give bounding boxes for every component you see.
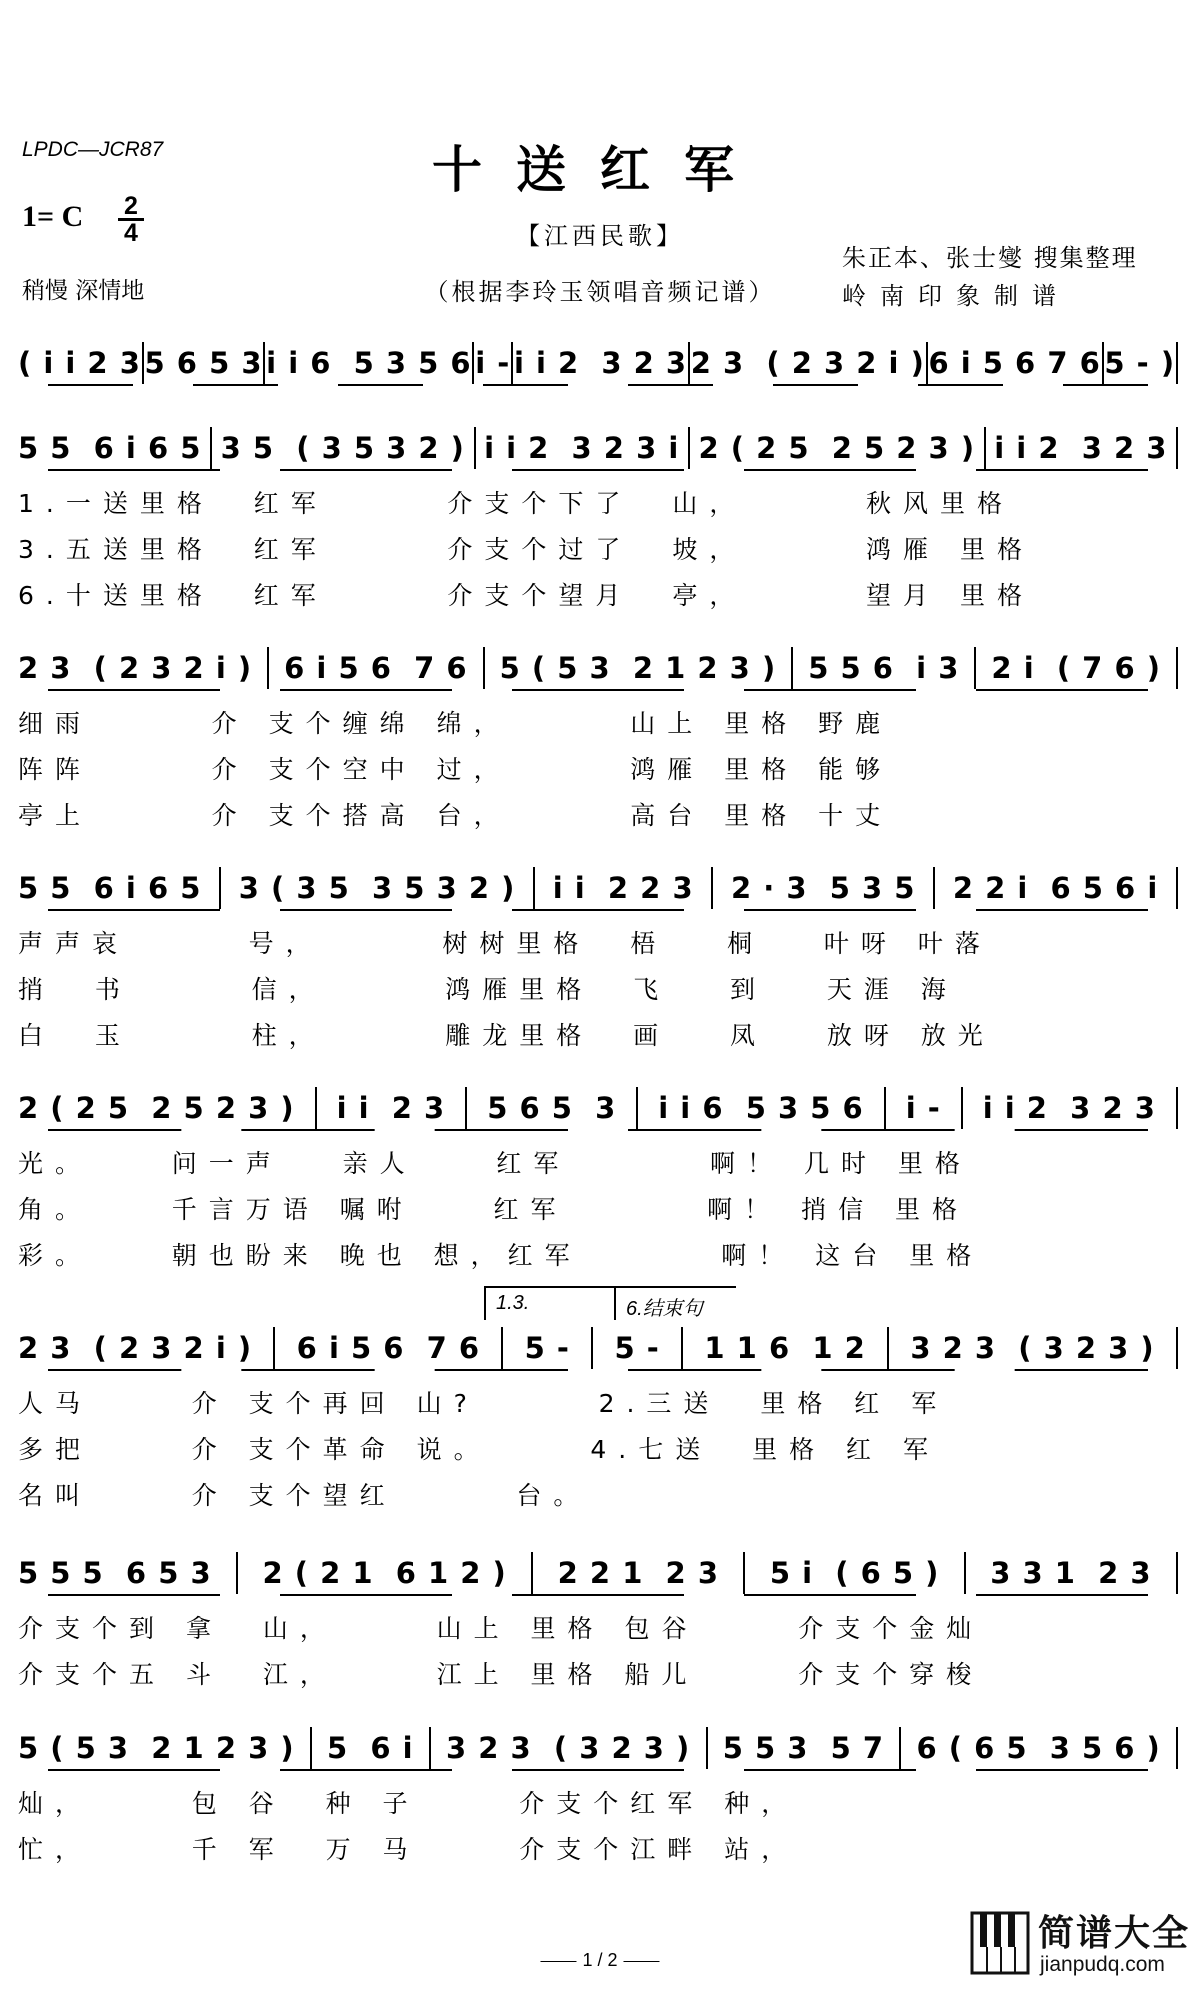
notation-row xyxy=(18,335,1178,395)
barline xyxy=(219,867,221,909)
barline xyxy=(706,1727,708,1769)
barline xyxy=(711,867,713,909)
lyric-line: 角。 千言万语 嘱咐 红军 啊！ 捎信 里格 xyxy=(18,1195,970,1224)
lyric-line: 人马 介 支个再回 山? 2.三送 里格 红 军 xyxy=(18,1389,949,1418)
barline xyxy=(964,1552,966,1594)
notation-row xyxy=(18,1320,1178,1380)
barline xyxy=(429,1727,431,1769)
piano-logo-icon xyxy=(970,1907,1032,1977)
barline xyxy=(472,342,474,384)
lyric-line: 多把 介 支个革命 说。 4.七送 里格 红 军 xyxy=(18,1435,941,1464)
measure: 2 ( 2 1 6 1 2 ) xyxy=(262,1556,507,1590)
measure: 6 i 5 6 7 6 xyxy=(284,651,468,685)
barline xyxy=(743,1552,745,1594)
beam-lines xyxy=(18,688,1178,694)
barline xyxy=(273,1327,275,1369)
lyric-line: 彩。 朝也盼来 晚也 想，红军 啊！ 这台 里格 xyxy=(18,1241,984,1270)
barline xyxy=(483,647,485,689)
measure: 5 - xyxy=(614,1331,660,1365)
barline xyxy=(1176,1087,1178,1129)
measure: 5 - xyxy=(524,1331,570,1365)
notation-row xyxy=(18,860,1178,920)
measure: i i 2 3 2 3 xyxy=(994,431,1168,465)
barline xyxy=(315,1087,317,1129)
lyric-line: 光。 问一声 亲人 红军 啊！ 几时 里格 xyxy=(18,1149,972,1178)
barline xyxy=(591,1327,593,1369)
collectors-credit: 朱正本、张士燮 搜集整理 xyxy=(842,244,1138,272)
barline xyxy=(236,1552,238,1594)
measure: 3 2 3 ( 3 2 3 ) xyxy=(445,1731,691,1765)
score-code: LPDC—JCR87 xyxy=(22,138,164,161)
barline xyxy=(474,427,476,469)
tempo-marking: 稍慢 深情地 xyxy=(22,278,145,304)
lyric-line: 细雨 介 支个缠绵 绵， 山上 里格 野鹿 xyxy=(18,709,893,738)
measure: i i 2 3 xyxy=(336,1091,446,1125)
barline xyxy=(1176,1327,1178,1369)
measure: i i 6 5 3 5 6 xyxy=(658,1091,864,1125)
measure: i i 2 3 2 3 xyxy=(982,1091,1156,1125)
barline xyxy=(142,342,144,384)
barline xyxy=(1102,342,1104,384)
notation-row xyxy=(18,420,1178,480)
engraver-credit: 岭南印象制谱 xyxy=(842,282,1070,310)
barline xyxy=(1176,1552,1178,1594)
song-title: 十送红军 xyxy=(432,140,768,199)
key-signature: 1= C xyxy=(22,200,84,233)
measure: 5 5 5 6 5 3 xyxy=(18,1556,212,1590)
measure: 5 5 6 i 3 xyxy=(808,651,960,685)
measure: 2 i ( 7 6 ) xyxy=(991,651,1161,685)
lyric-line: 忙， 千 军 万 马 介支个江畔 站， xyxy=(18,1835,799,1864)
measure: i i 2 2 3 xyxy=(552,871,694,905)
lyric-line: 名叫 介 支个望红 台。 xyxy=(18,1481,591,1510)
barline xyxy=(465,1087,467,1129)
barline xyxy=(533,867,535,909)
lyric-line: 捎 书 信， 鸿雁里格 飞 到 天涯 海 xyxy=(18,975,958,1004)
measure: 5 5 6 i 6 5 xyxy=(18,431,202,465)
watermark-name: 简谱大全 xyxy=(1038,1913,1191,1954)
barline xyxy=(681,1327,683,1369)
barline xyxy=(884,1087,886,1129)
page-number-text: 1 / 2 xyxy=(582,1950,618,1970)
measure: i i 2 3 2 3 i xyxy=(484,431,680,465)
measure: 5 - ) xyxy=(1104,346,1176,380)
measure: 6 i 5 6 7 6 xyxy=(928,346,1101,380)
watermark-url: jianpudq.com xyxy=(1040,1953,1165,1976)
measure: 3 2 3 ( 3 2 3 ) xyxy=(910,1331,1155,1365)
measure: ( i i 2 3 xyxy=(18,346,141,380)
measure: i - xyxy=(905,1091,941,1125)
barline xyxy=(688,427,690,469)
lyric-line: 介支个五 斗 江， 江上 里格 船儿 介支个穿梭 xyxy=(18,1660,984,1689)
beam-lines xyxy=(18,1768,1178,1774)
measure: 3 5 ( 3 5 3 2 ) xyxy=(220,431,465,465)
barline xyxy=(688,342,690,384)
measure: 2 3 ( 2 3 2 i ) xyxy=(18,1331,253,1365)
barline xyxy=(501,1327,503,1369)
beam-lines xyxy=(18,468,1178,474)
measure: 5 6 5 3 xyxy=(487,1091,617,1125)
measure: 2 2 1 2 3 xyxy=(557,1556,720,1590)
lyric-line: 介支个到 拿 山， 山上 里格 包谷 介支个金灿 xyxy=(18,1614,984,1643)
beam-lines xyxy=(18,1368,1178,1374)
measure: i i 6 5 3 5 6 xyxy=(266,346,472,380)
measure: 2 3 ( 2 3 2 i ) xyxy=(18,651,253,685)
barline xyxy=(933,867,935,909)
beam-lines xyxy=(18,1128,1178,1134)
barline xyxy=(267,647,269,689)
measure: 3 3 1 2 3 xyxy=(990,1556,1152,1590)
measure: 2 · 3 5 3 5 xyxy=(730,871,916,905)
measure: 5 ( 5 3 2 1 2 3 ) xyxy=(18,1731,295,1765)
barline xyxy=(310,1727,312,1769)
lyric-line: 亭上 介 支个搭高 台， 高台 里格 十丈 xyxy=(18,801,893,830)
measure: 6 ( 6 5 3 5 6 ) xyxy=(916,1731,1161,1765)
barline xyxy=(1176,647,1178,689)
barline xyxy=(961,1087,963,1129)
measure: 5 6 5 3 xyxy=(144,346,263,380)
measure: 5 i ( 6 5 ) xyxy=(769,1556,940,1590)
meter-bottom: 4 xyxy=(124,219,138,247)
lyric-line: 灿， 包 谷 种 子 介支个红军 种， xyxy=(18,1789,799,1818)
barline xyxy=(636,1087,638,1129)
barline xyxy=(974,647,976,689)
beam-lines xyxy=(18,383,1178,389)
notation-row xyxy=(18,640,1178,700)
measure: 5 ( 5 3 2 1 2 3 ) xyxy=(499,651,777,685)
notation-row xyxy=(18,1545,1178,1605)
barline xyxy=(791,647,793,689)
beam-lines xyxy=(18,1593,1178,1599)
source-note: （根据李玲玉领唱音频记谱） xyxy=(424,278,776,306)
beam-lines xyxy=(18,908,1178,914)
notation-row xyxy=(18,1080,1178,1140)
time-signature xyxy=(118,194,144,245)
lyric-line: 3.五送里格 红军 介支个过了 坡， 鸿雁 里格 xyxy=(18,535,1034,564)
measure: 5 5 6 i 6 5 xyxy=(18,871,202,905)
measure: 5 5 3 5 7 xyxy=(722,1731,885,1765)
lyric-line: 白 玉 柱， 雕龙里格 画 凤 放呀 放光 xyxy=(18,1021,995,1050)
measure: 2 ( 2 5 2 5 2 3 ) xyxy=(18,1091,295,1125)
barline xyxy=(263,342,265,384)
barline xyxy=(511,342,513,384)
genre-label: 【江西民歌】 xyxy=(516,222,684,250)
measure: 1 1 6 1 2 xyxy=(704,1331,866,1365)
measure: 2 2 i 6 5 6 i xyxy=(952,871,1159,905)
measure: 2 3 ( 2 3 2 i ) xyxy=(690,346,925,380)
notation-row xyxy=(18,1720,1178,1780)
barline xyxy=(899,1727,901,1769)
measure: i - xyxy=(475,346,511,380)
measure: 2 ( 2 5 2 5 2 3 ) xyxy=(698,431,976,465)
page-number xyxy=(534,1950,665,1971)
barline xyxy=(1176,342,1178,384)
ending-bracket: 1.3. xyxy=(484,1286,616,1320)
lyric-line: 阵阵 介 支个空中 过， 鸿雁 里格 能够 xyxy=(18,755,893,784)
barline xyxy=(1176,427,1178,469)
barline xyxy=(887,1327,889,1369)
ending-bracket: 6.结束句 xyxy=(614,1286,736,1320)
barline xyxy=(531,1552,533,1594)
barline xyxy=(1176,1727,1178,1769)
measure: i i 2 3 2 3 xyxy=(513,346,688,380)
measure: 6 i 5 6 7 6 xyxy=(296,1331,481,1365)
lyric-line: 1.一送里格 红军 介支个下了 山， 秋风里格 xyxy=(18,489,1015,518)
lyric-line: 声声哀 号， 树树里格 梧 桐 叶呀 叶落 xyxy=(18,929,992,958)
barline xyxy=(210,427,212,469)
meter-top: 2 xyxy=(124,192,138,220)
barline xyxy=(984,427,986,469)
lyric-line: 6.十送里格 红军 介支个望月 亭， 望月 里格 xyxy=(18,581,1034,610)
barline xyxy=(1176,867,1178,909)
measure: 3 ( 3 5 3 5 3 2 ) xyxy=(238,871,516,905)
measure: 5 6 i xyxy=(327,1731,414,1765)
barline xyxy=(926,342,928,384)
site-watermark xyxy=(970,1905,1192,1985)
